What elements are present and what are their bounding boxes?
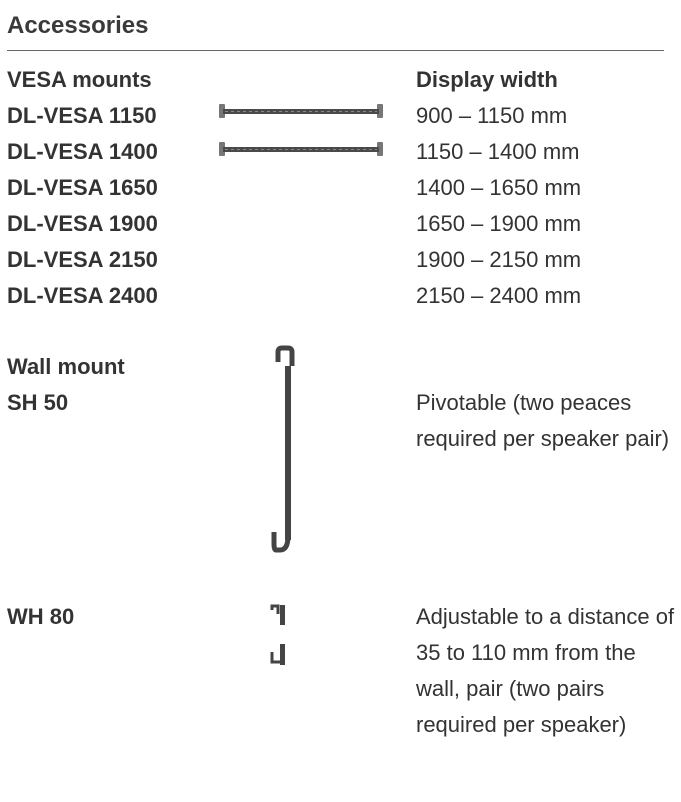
display-width-header: Display width: [416, 67, 558, 92]
vesa-width-2400: 2150 – 2400 mm: [416, 283, 582, 308]
wh80-description: Adjustable to a distance of 35 to 110 mm from the wall, pair (two pairs required per speaker): [416, 604, 675, 737]
sh50-model: SH 50: [7, 390, 69, 415]
vesa-rail-1400-icon: [217, 138, 385, 160]
vesa-model-column: [7, 62, 158, 314]
wall-hook-upper-icon: [268, 602, 290, 628]
wh80-model: WH 80: [7, 604, 75, 629]
vesa-width-column: [416, 62, 581, 314]
vesa-width-1900: 1650 – 1900 mm: [416, 211, 582, 236]
vesa-model-2400: DL-VESA 2400: [7, 283, 158, 308]
vesa-width-1650: 1400 – 1650 mm: [416, 175, 582, 200]
section-title: Accessories: [7, 12, 149, 39]
wall-hook-lower-icon: [268, 642, 290, 668]
vesa-model-1150: DL-VESA 1150: [7, 103, 157, 128]
vesa-width-2150: 1900 – 2150 mm: [416, 247, 582, 272]
vesa-width-1400: 1150 – 1400 mm: [416, 139, 580, 164]
vesa-model-1900: DL-VESA 1900: [7, 211, 158, 236]
vesa-rail-1150-icon: [217, 100, 385, 122]
wall-mount-bracket-icon: [268, 344, 302, 556]
vesa-header-label: VESA mounts: [7, 67, 152, 92]
wall-mount-header: Wall mount: [7, 354, 125, 379]
vesa-width-1150: 900 – 1150 mm: [416, 103, 568, 128]
sh50-description: Pivotable (two peaces required per speaker pair): [416, 390, 670, 451]
section-divider: [7, 50, 664, 51]
vesa-model-2150: DL-VESA 2150: [7, 247, 158, 272]
vesa-model-1650: DL-VESA 1650: [7, 175, 158, 200]
vesa-model-1400: DL-VESA 1400: [7, 139, 158, 164]
